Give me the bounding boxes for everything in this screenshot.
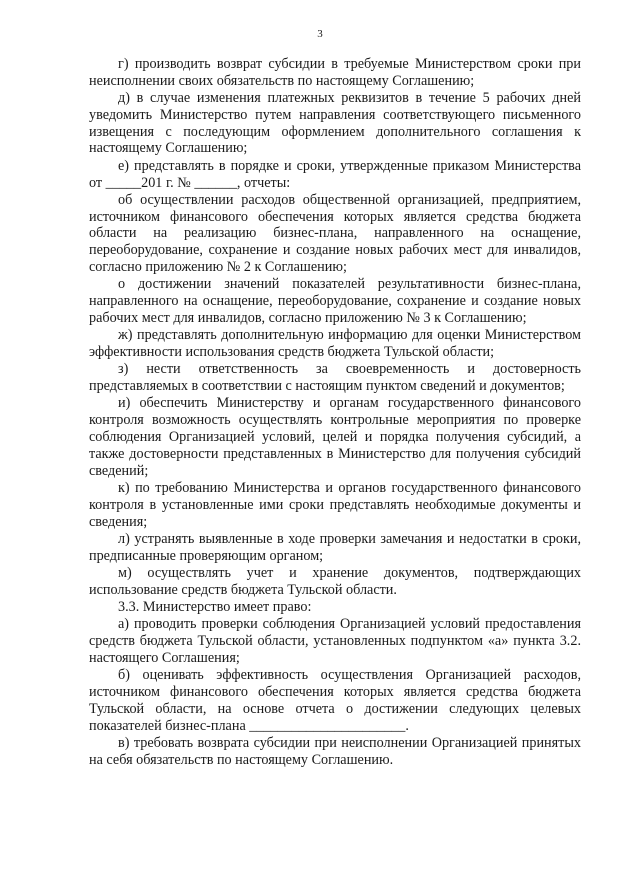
paragraph-e: е) представлять в порядке и сроки, утвержденные приказом Министерства от _____201 г. № ______, отчеты: bbox=[89, 157, 581, 191]
paragraph-e-report-indicators: о достижении значений показателей результативности бизнес-плана, направленного на оснащение, переоборудование, сохранение и создание новых рабочих мест для инвалидов, согласно приложению № 3 к Соглашению; bbox=[89, 276, 581, 326]
paragraph-v: в) требовать возврата субсидии при неисполнении Организацией принятых на себя обязательств по настоящему Соглашению. bbox=[89, 734, 581, 768]
section-heading-3-3: 3.3. Министерство имеет право: bbox=[118, 599, 312, 615]
paragraph-g: г) производить возврат субсидии в требуемые Министерством сроки при неисполнении своих обязательств по настоящему Соглашению; bbox=[89, 56, 581, 89]
paragraph-b: б) оценивать эффективность осуществления Организацией расходов, источником финансового обеспечения которых является средства бюджета Тульской области, на основе отчета о достижении следующих целевых показателей бизнес-плана ______________________. bbox=[89, 667, 581, 734]
paragraph-l: л) устранять выявленные в ходе проверки замечания и недостатки в сроки, предписанные проверяющим органом; bbox=[89, 530, 581, 564]
paragraph-k: к) по требованию Министерства и органов государственного финансового контроля в установленные ими сроки представлять необходимые документы и сведения; bbox=[89, 479, 581, 530]
paragraph-d: д) в случае изменения платежных реквизитов в течение 5 рабочих дней уведомить Министерство путем направления соответствующего письменного извещения с последующим оформлением дополнительного соглашения к настоящему Соглашению; bbox=[89, 90, 581, 157]
paragraph-i: и) обеспечить Министерству и органам государственного финансового контроля возможность осуществлять контрольные мероприятия по проверке соблюдения Организацией условий, целей и порядка получения субсидий, а также достоверности представленных в Министерство для получения субсидий сведений; bbox=[89, 395, 581, 479]
paragraph-zh: ж) представлять дополнительную информацию для оценки Министерством эффективности использования средств бюджета Тульской области; bbox=[89, 327, 581, 361]
paragraph-z: з) нести ответственность за своевременность и достоверность представляемых в соответствии с настоящим пунктом сведений и документов; bbox=[89, 361, 581, 395]
document-body bbox=[89, 56, 581, 769]
paragraph-m: м) осуществлять учет и хранение документов, подтверждающих использование средств бюджета Тульской области. bbox=[89, 564, 581, 598]
page-number: 3 bbox=[317, 28, 323, 40]
paragraph-e-report-expenses: об осуществлении расходов общественной организацией, предприятием, источником финансового обеспечения которых является средства бюджета области на реализацию бизнес-плана, направленного на оснащение, переоборудование, сохранение и создание новых рабочих мест для инвалидов, согласно приложению № 2 к Соглашению; bbox=[89, 191, 581, 276]
paragraph-a: а) проводить проверки соблюдения Организацией условий предоставления средств бюджета Тульской области, установленных подпунктом «а» пункта 3.2. настоящего Соглашения; bbox=[89, 616, 581, 666]
